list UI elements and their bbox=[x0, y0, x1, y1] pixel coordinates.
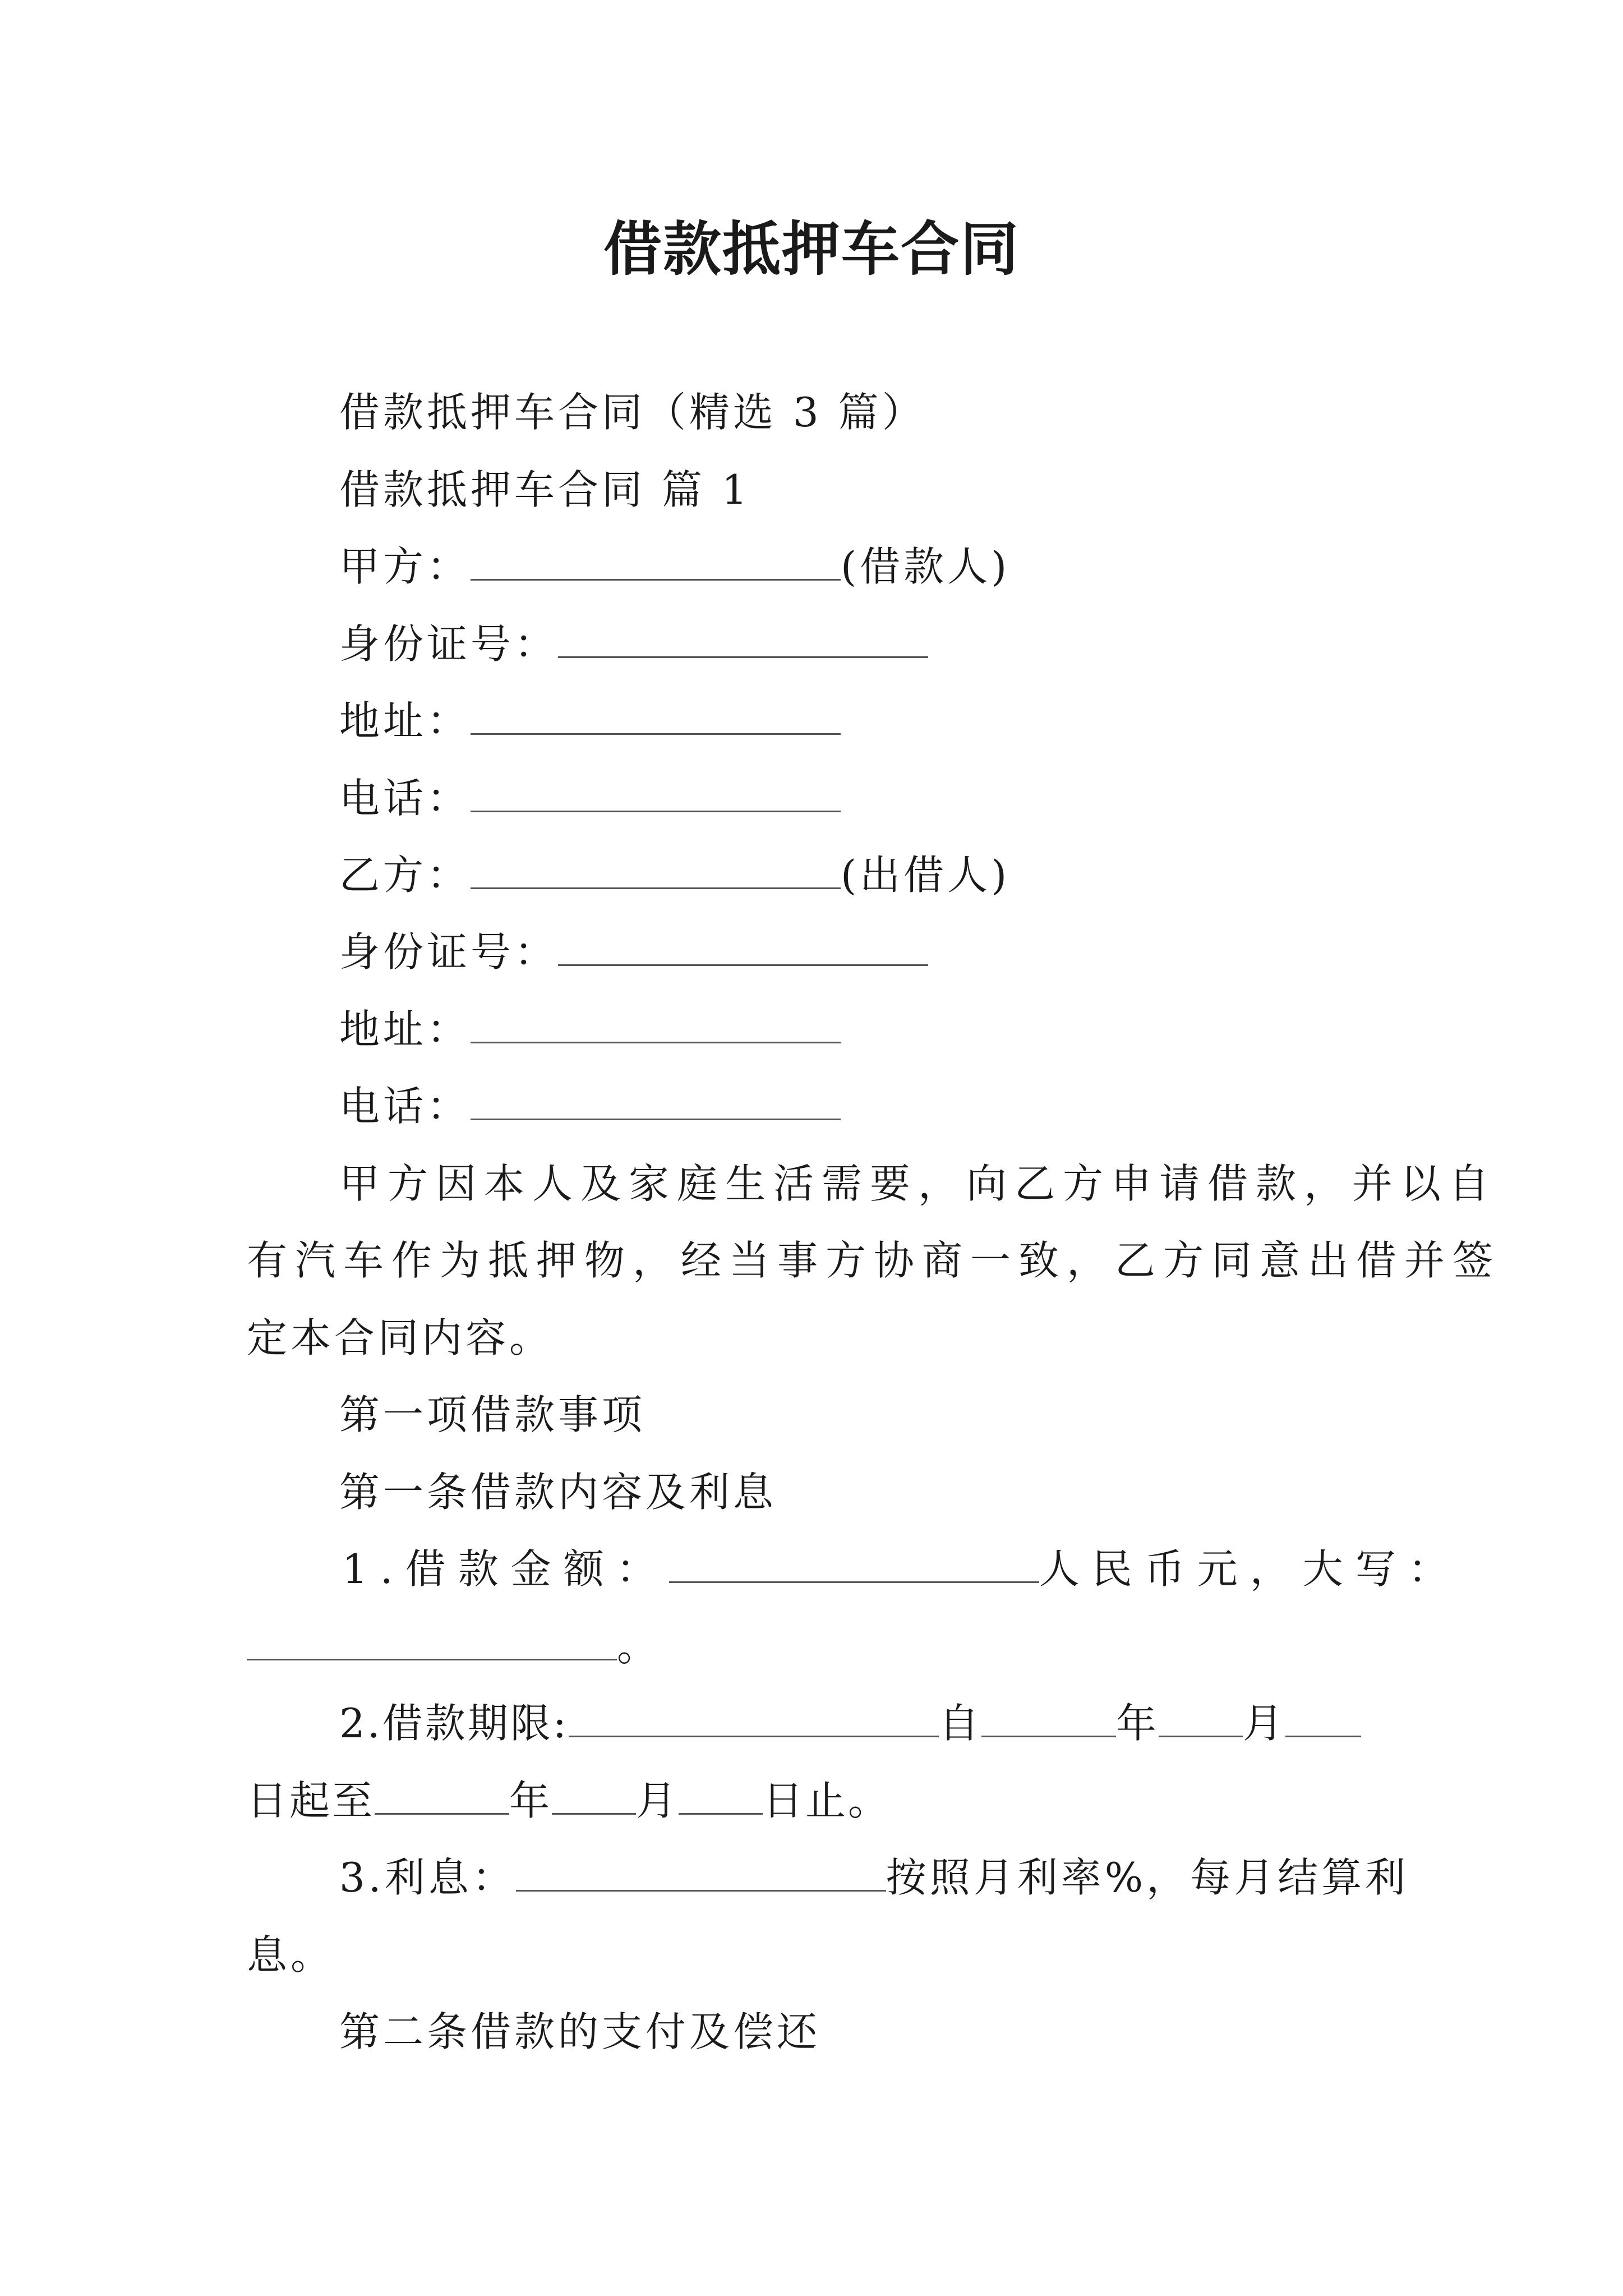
intro-line-2: 有汽车作为抵押物，经当事方协商一致，乙方同意出借并签 bbox=[247, 1237, 1501, 1284]
clause-2-line-1 bbox=[339, 1695, 1361, 1751]
intro-line-3: 定本合同内容。 bbox=[247, 1314, 554, 1361]
loan-term-from: 自 bbox=[938, 1700, 981, 1747]
intro-line-1: 甲方因本人及家庭生活需要，向乙方申请借款，并以自 bbox=[339, 1160, 1497, 1207]
party-a-address-label: 地址： bbox=[339, 697, 471, 744]
section-heading: 借款抵押车合同 篇 1 bbox=[339, 466, 751, 513]
end-month-label: 月 bbox=[636, 1777, 679, 1824]
clause-3-line-2: 息。 bbox=[247, 1931, 335, 1978]
interest-field[interactable] bbox=[516, 1849, 886, 1892]
end-day-field[interactable] bbox=[679, 1773, 763, 1815]
document-title: 借款抵押车合同 bbox=[603, 214, 1020, 283]
party-a-name-field[interactable] bbox=[471, 539, 841, 581]
loan-amount-currency: 人民币元，大写： bbox=[1039, 1545, 1461, 1593]
party-b-label: 乙方： bbox=[339, 852, 471, 899]
item-1-heading: 第一项借款事项 bbox=[339, 1391, 646, 1438]
party-b-address-label: 地址： bbox=[339, 1006, 471, 1053]
party-b-line bbox=[339, 847, 1010, 903]
clause-1-end: 。 bbox=[617, 1623, 661, 1670]
start-day-field[interactable] bbox=[1285, 1695, 1361, 1737]
clause-3-line-1 bbox=[339, 1849, 1409, 1906]
clause-1-line-2 bbox=[247, 1618, 661, 1674]
party-b-address-field[interactable] bbox=[471, 1001, 841, 1043]
end-year-field[interactable] bbox=[375, 1773, 509, 1815]
end-date-prefix: 日起至 bbox=[247, 1777, 375, 1824]
party-a-id-label: 身份证号： bbox=[339, 620, 559, 668]
party-a-address-field[interactable] bbox=[471, 693, 841, 735]
party-a-phone-label: 电话： bbox=[339, 775, 471, 822]
end-year-label: 年 bbox=[509, 1777, 552, 1824]
party-b-phone-label: 电话： bbox=[339, 1083, 471, 1130]
subtitle: 借款抵押车合同（精选 3 篇） bbox=[339, 389, 926, 436]
party-a-line bbox=[339, 539, 1010, 595]
loan-amount-words-field[interactable] bbox=[247, 1618, 617, 1660]
party-b-id-line bbox=[339, 924, 928, 980]
party-a-phone-line bbox=[339, 770, 841, 826]
party-b-id-field[interactable] bbox=[558, 924, 928, 966]
article-1-heading: 第一条借款内容及利息 bbox=[339, 1469, 777, 1516]
start-month-field[interactable] bbox=[1159, 1695, 1243, 1737]
interest-label: 3.利息： bbox=[339, 1854, 516, 1901]
party-a-id-field[interactable] bbox=[558, 616, 928, 658]
party-b-phone-line bbox=[339, 1078, 841, 1134]
party-b-phone-field[interactable] bbox=[471, 1078, 841, 1120]
interest-terms: 按照月利率%，每月结算利 bbox=[886, 1854, 1409, 1901]
party-b-address-line bbox=[339, 1001, 841, 1057]
start-year-label: 年 bbox=[1115, 1700, 1159, 1747]
party-a-id-line bbox=[339, 616, 928, 672]
loan-term-field[interactable] bbox=[569, 1695, 939, 1737]
loan-amount-label: 1.借款金额： bbox=[342, 1545, 669, 1593]
party-b-name-field[interactable] bbox=[471, 847, 841, 889]
start-year-field[interactable] bbox=[981, 1695, 1116, 1737]
clause-2-line-2 bbox=[247, 1773, 891, 1829]
party-b-id-label: 身份证号： bbox=[339, 928, 559, 976]
party-a-label: 甲方： bbox=[339, 543, 471, 590]
party-b-role: (出借人) bbox=[841, 852, 1011, 899]
start-month-label: 月 bbox=[1243, 1700, 1286, 1747]
loan-term-label: 2.借款期限: bbox=[339, 1700, 569, 1747]
party-a-role: (借款人) bbox=[841, 543, 1011, 590]
clause-1-line-1 bbox=[342, 1541, 1461, 1597]
party-a-address-line bbox=[339, 693, 841, 749]
loan-amount-field[interactable] bbox=[669, 1541, 1039, 1583]
party-a-phone-field[interactable] bbox=[471, 770, 841, 812]
article-2-heading: 第二条借款的支付及偿还 bbox=[339, 2008, 821, 2055]
end-month-field[interactable] bbox=[552, 1773, 636, 1815]
end-date-suffix: 日止。 bbox=[763, 1777, 891, 1824]
